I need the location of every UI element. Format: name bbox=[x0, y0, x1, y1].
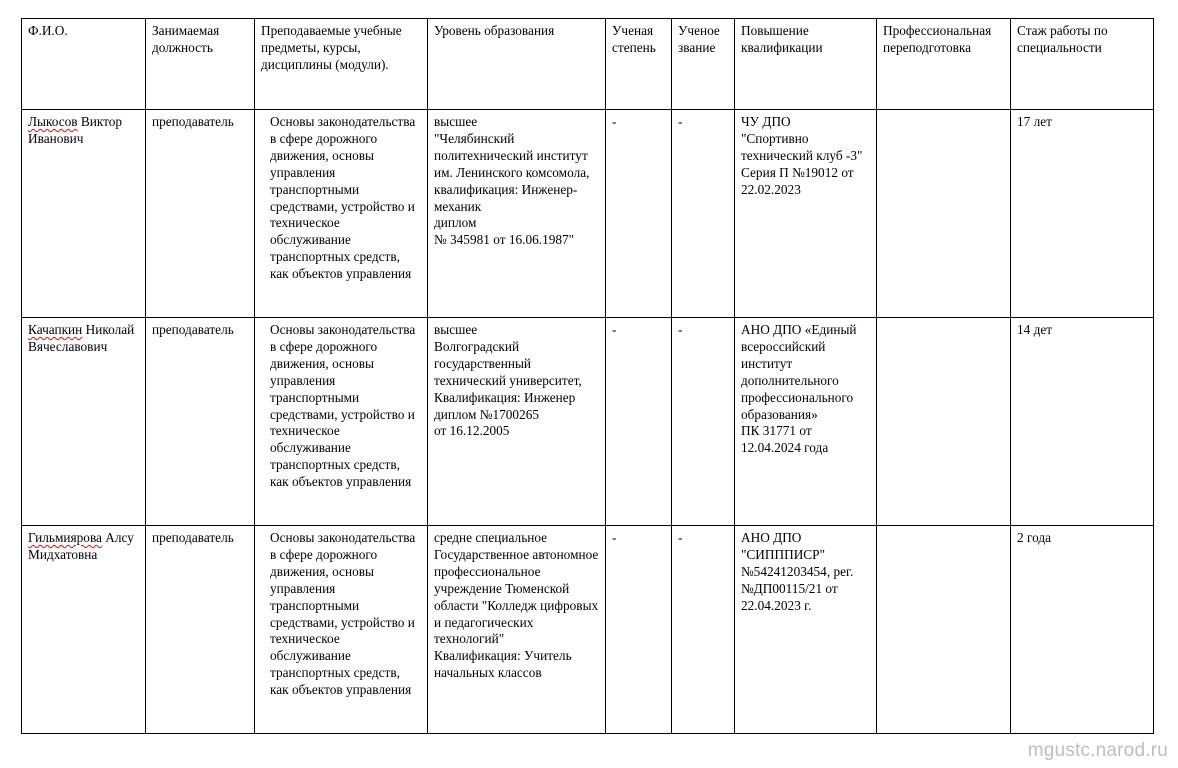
cell-title: - bbox=[672, 526, 735, 734]
cell-title: - bbox=[672, 110, 735, 318]
header-degree: Ученая степень bbox=[606, 19, 672, 110]
cell-position: преподаватель bbox=[146, 526, 255, 734]
cell-qualification: АНО ДПО «Единый всероссийский институт дополнительного профессионального образования» ПК 31771 от 12.04.2024 года bbox=[735, 318, 877, 526]
table-row bbox=[22, 110, 1154, 318]
cell-position: преподаватель bbox=[146, 318, 255, 526]
cell-qualification: АНО ДПО "СИПППИСР" №54241203454, рег. №ДП00115/21 от 22.04.2023 г. bbox=[735, 526, 877, 734]
cell-subjects: Основы законодательства в сфере дорожного движения, основы управления транспортными средствами, устройство и техническое обслуживание транспортных средств, как объектов управления bbox=[255, 526, 428, 734]
cell-retraining bbox=[877, 110, 1011, 318]
header-title: Ученое звание bbox=[672, 19, 735, 110]
table-row bbox=[22, 318, 1154, 526]
header-fio: Ф.И.О. bbox=[22, 19, 146, 110]
cell-title: - bbox=[672, 318, 735, 526]
cell-position: преподаватель bbox=[146, 110, 255, 318]
cell-subjects: Основы законодательства в сфере дорожного движения, основы управления транспортными средствами, устройство и техническое обслуживание транспортных средств, как объектов управления bbox=[255, 110, 428, 318]
teacher-surname: Лыкосов bbox=[28, 114, 78, 129]
cell-education: высшее Волгоградский государственный технический университет, Квалификация: Инженер диплом №1700265 от 16.12.2005 bbox=[428, 318, 606, 526]
cell-experience: 17 лет bbox=[1011, 110, 1154, 318]
cell-experience: 14 дет bbox=[1011, 318, 1154, 526]
teacher-name: Алсу Мидхатовна bbox=[28, 530, 134, 562]
site-watermark: mgustc.narod.ru bbox=[1027, 740, 1168, 761]
teacher-surname: Гильмиярова bbox=[28, 530, 102, 545]
header-education: Уровень образования bbox=[428, 19, 606, 110]
header-position: Занимаемая должность bbox=[146, 19, 255, 110]
cell-subjects: Основы законодательства в сфере дорожного движения, основы управления транспортными средствами, устройство и техническое обслуживание транспортных средств, как объектов управления bbox=[255, 318, 428, 526]
header-row bbox=[22, 19, 1154, 110]
teacher-name: Николай Вячеславович bbox=[28, 322, 135, 354]
cell-degree: - bbox=[606, 110, 672, 318]
cell-experience: 2 года bbox=[1011, 526, 1154, 734]
header-qualification: Повышение квалификации bbox=[735, 19, 877, 110]
cell-education: средне специальное Государственное автономное профессиональное учреждение Тюменской области "Колледж цифровых и педагогических технологий" Квалификация: Учитель начальных классов bbox=[428, 526, 606, 734]
cell-retraining bbox=[877, 526, 1011, 734]
cell-degree: - bbox=[606, 318, 672, 526]
teacher-name: Виктор Иванович bbox=[28, 114, 123, 146]
teacher-surname: Качапкин bbox=[28, 322, 83, 337]
header-experience: Стаж работы по специальности bbox=[1011, 19, 1154, 110]
cell-education: высшее "Челябинский политехнический институт им. Ленинского комсомола, квалификация: Инженер-механик диплом № 345981 от 16.06.1987" bbox=[428, 110, 606, 318]
header-retraining: Профессиональная переподготовка bbox=[877, 19, 1011, 110]
cell-qualification: ЧУ ДПО "Спортивно технический клуб -3" Серия П №19012 от 22.02.2023 bbox=[735, 110, 877, 318]
staff-table bbox=[21, 18, 1154, 734]
cell-fio bbox=[22, 318, 146, 526]
cell-degree: - bbox=[606, 526, 672, 734]
header-subjects: Преподаваемые учебные предметы, курсы, дисциплины (модули). bbox=[255, 19, 428, 110]
cell-fio bbox=[22, 110, 146, 318]
cell-fio bbox=[22, 526, 146, 734]
cell-retraining bbox=[877, 318, 1011, 526]
table-row bbox=[22, 526, 1154, 734]
